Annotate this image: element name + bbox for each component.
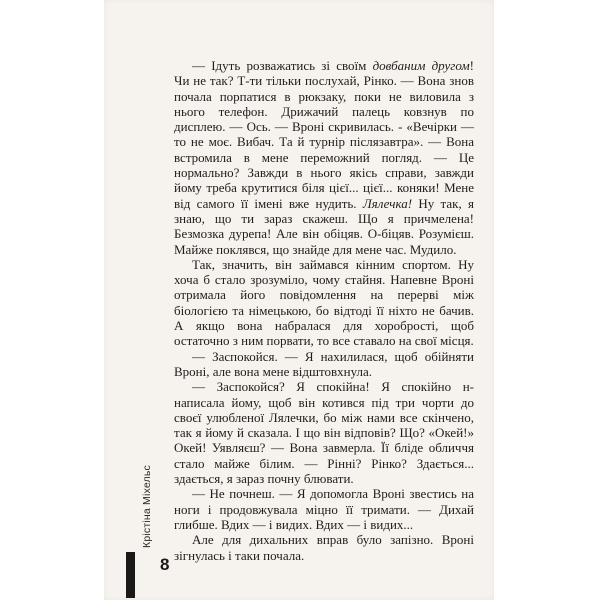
page-body-text	[174, 58, 474, 563]
book-page	[104, 0, 494, 600]
paragraph-1: — Ідуть розважатись зі своїм довбаним другом! Чи не так? Т-ти тільки послухай, Рінко. — Вона знов почала порпатися в рюкзаку, поки не виловила з нього телефон. Дрижачий палець ковзнув по дисплею. — Ось. — Вроні скривилась. - «Вечірки — то не моє. Вибач. Та й турнір післязавтра». — Вона встромила в мене переможний погляд. — Це нормально? Завжди в нього якісь справи, завжди йому треба крутитися біля цієї... цієї... коняки! Мене від самого її імені вже нудить. Лялечка! Ну так, я знаю, що ти зараз скажеш. Що я причмелена! Безмозка дурепа! Але він обіцяв. О-біцяв. Розумієш. Майже поклявся, що знайде для мене час. Мудило.	[174, 58, 474, 257]
margin-bar	[126, 552, 135, 598]
paragraph-6: Але для дихальних вправ було запізно. Вроні зігнулась і таки почала.	[174, 532, 474, 563]
page-number: 8	[160, 555, 170, 574]
paragraph-5: — Не почнеш. — Я допомогла Вроні звестись на ноги і продовжувала міцно її тримати. — Дихай глибше. Вдих — і видих. Вдих — і видих...	[174, 486, 474, 532]
paragraph-2: Так, значить, він займався кінним спортом. Ну хоча б стало зрозуміло, чому стайня. Напевне Вроні отримала його повідомлення на перерві між біологією та німецькою, бо відтоді її ніхто не бачив. А якщо вона набралася для хоробрості, щоб остаточно з ним порвати, то все ставало на свої місця.	[174, 256, 474, 349]
paragraph-3: — Заспокойся. — Я нахилилася, щоб обійняти Вроні, але вона мене відштовхнула.	[174, 348, 474, 379]
paragraph-4: — Заспокойся? Я спокійна! Я спокійно н-написала йому, щоб він котився під три чорти до своєї улюбленої Лялечки, бо між нами все скінчено, так я йому й сказала. І що він відповів? Що? «Окей!» Окей! Уявляєш? — Вона завмерла. Її бліде обличчя стало майже білим. — Рінні? Рінко? Здається... здається, я зараз почну блювати.	[174, 379, 474, 487]
running-head-author: Крістіна Міхельс	[141, 465, 153, 548]
italic-phrase: довбаним другом	[372, 58, 470, 73]
italic-phrase: Лялечка!	[362, 195, 413, 211]
